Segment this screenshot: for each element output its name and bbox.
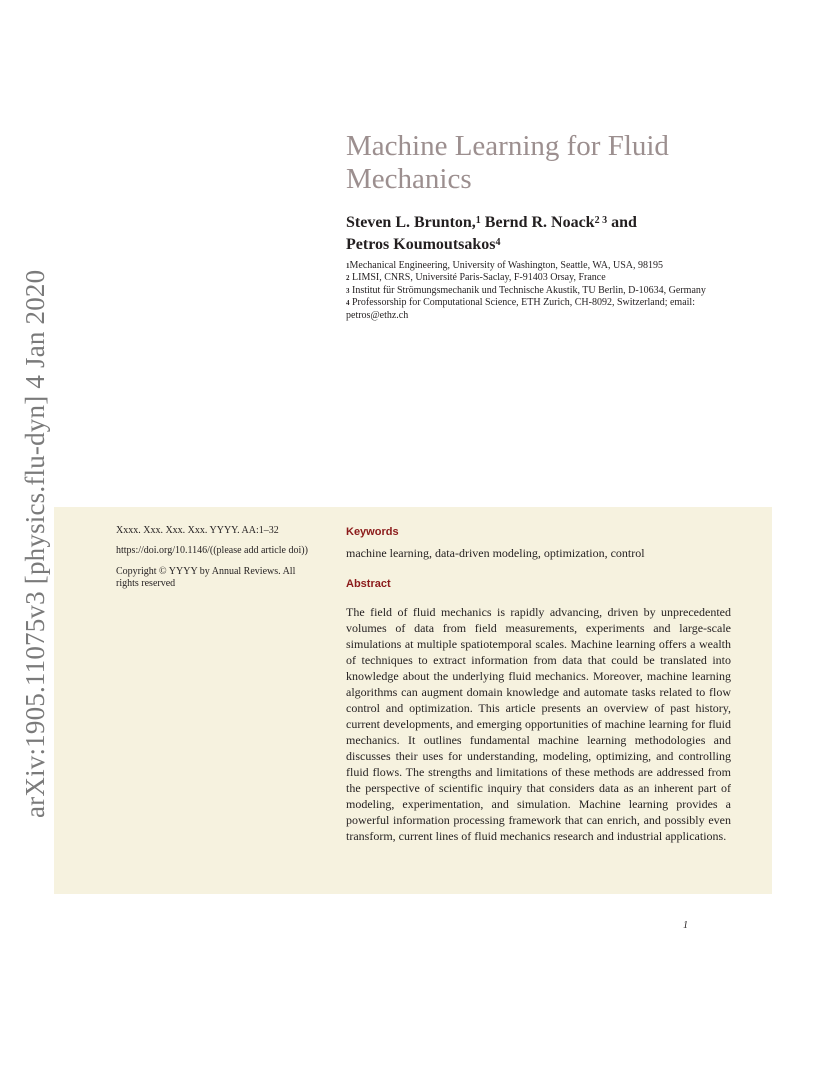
abstract-heading: Abstract: [346, 578, 391, 590]
author-name: Steven L. Brunton,: [346, 214, 476, 231]
author-conjunction: and: [611, 214, 637, 231]
affiliation: [346, 285, 728, 297]
citation-info: Xxxx. Xxx. Xxx. Xxx. YYYY. AA:1–32: [116, 525, 279, 536]
affiliation-text: Institut für Strömungsmechanik und Technische Akustik, TU Berlin, D-10634, Germany: [352, 284, 706, 296]
affiliation: [346, 260, 728, 272]
author-affiliation-mark: 1: [475, 215, 481, 226]
affiliation-list: [346, 260, 728, 322]
affiliation: [346, 297, 728, 322]
abstract-text: The field of fluid mechanics is rapidly advancing, driven by unprecedented volumes of data from field measurements, experiments and large-scale simulations at multiple spatiotemporal scales. Machine learning offers a wealth of techniques to extract information from data that could be translated into knowledge about the underlying fluid mechanics. Moreover, machine learning algorithms can augment domain knowledge and automate tasks related to flow control and optimization. This article presents an overview of past history, current developments, and emerging opportunities of machine learning for fluid mechanics. It outlines fundamental machine learning methodologies and discusses their uses for understanding, modeling, optimizing, and controlling fluid flows. The strengths and limitations of these methods are addressed from the perspective of scientific inquiry that considers data as an inherent part of modeling, experimentation, and simulation. Machine learning provides a powerful information processing framework that can enrich, and possibly even transform, current lines of fluid mechanics research and industrial applications.: [346, 605, 731, 843]
affiliation-text: Mechanical Engineering, University of Washington, Seattle, WA, USA, 98195: [349, 260, 663, 271]
affiliation-mark: 3: [346, 286, 350, 295]
author-affiliation-mark: 2 3: [594, 215, 608, 226]
author-name: Bernd R. Noack: [484, 214, 595, 231]
affiliation-mark: 2: [346, 274, 350, 283]
affiliation-text: LIMSI, CNRS, Université Paris-Saclay, F-91403 Orsay, France: [352, 272, 606, 284]
publication-meta: [116, 525, 316, 599]
affiliation: [346, 272, 728, 284]
author-list: [346, 212, 766, 256]
affiliation-mark: 1: [346, 262, 350, 270]
keywords-text: machine learning, data-driven modeling, optimization, control: [346, 546, 645, 560]
keywords-heading: Keywords: [346, 526, 399, 538]
page-number: 1: [683, 920, 688, 931]
copyright-notice: Copyright © YYYY by Annual Reviews. All rights reserved: [116, 565, 296, 590]
paper-title: Machine Learning for Fluid Mechanics: [346, 130, 669, 195]
author-affiliation-mark: 4: [495, 237, 501, 248]
doi-link[interactable]: https://doi.org/10.1146/((please add article doi)): [116, 545, 308, 557]
arxiv-identifier: arXiv:1905.11075v3 [physics.flu-dyn] 4 Jan 2020: [20, 269, 50, 818]
author-name: Petros Koumoutsakos: [346, 236, 496, 253]
affiliation-mark: 4: [346, 299, 350, 308]
affiliation-text: Professorship for Computational Science, ETH Zurich, CH-8092, Switzerland; email: petros@ethz.ch: [346, 297, 695, 321]
